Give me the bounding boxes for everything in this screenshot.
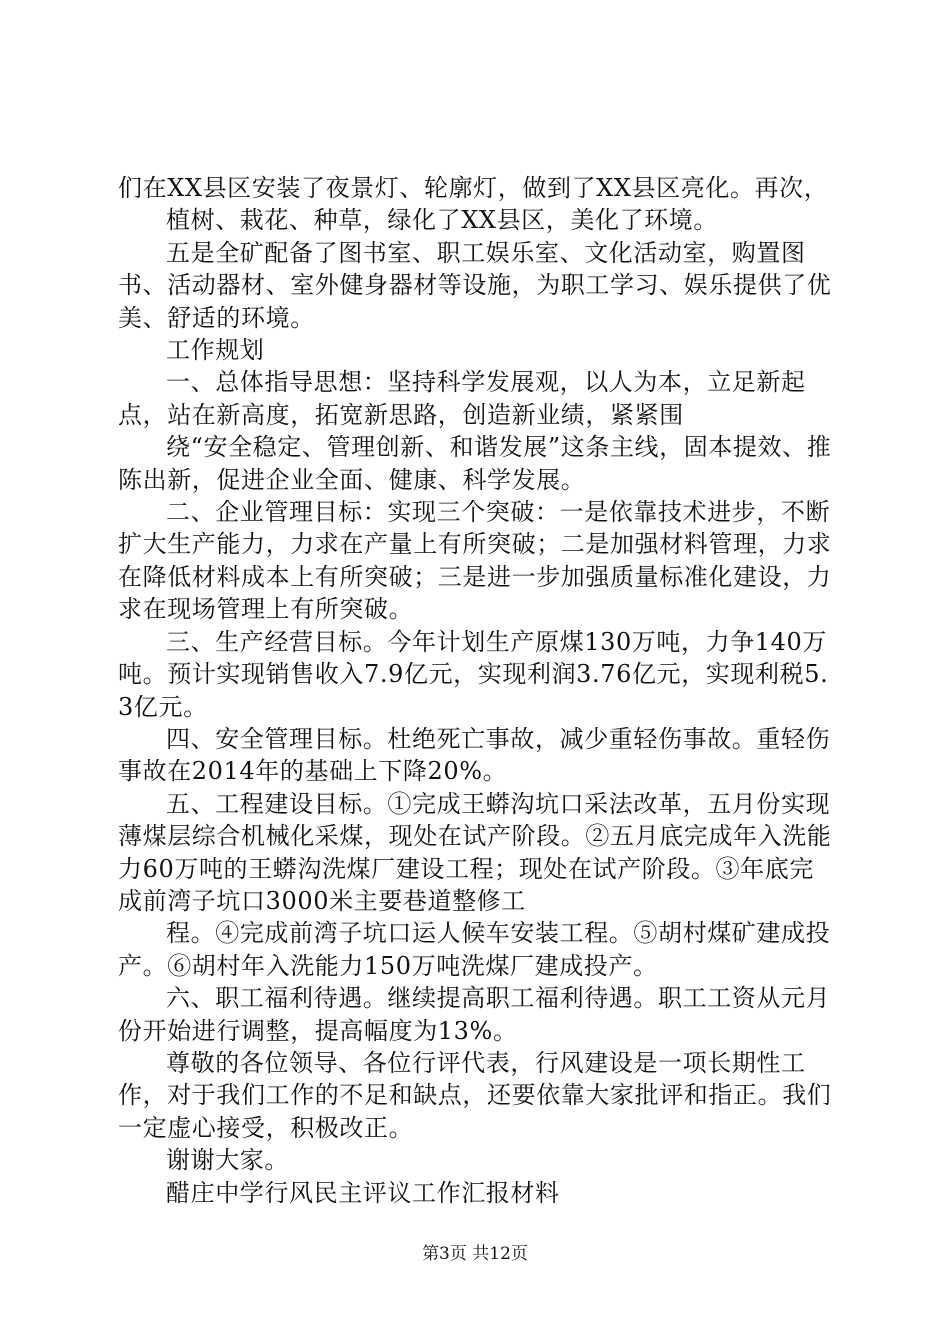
paragraph: 六、职工福利待遇。继续提高职工福利待遇。职工工资从元月份开始进行调整，提高幅度为13%。 (118, 984, 831, 1045)
paragraph: 谢谢大家。 (166, 1146, 289, 1175)
paragraph-continuation: 们在XX县区安装了夜景灯、轮廓灯，做到了XX县区亮化。再次， (118, 174, 829, 202)
paragraph: 一、总体指导思想：坚持科学发展观，以人为本，立足新起点，站在新高度，拓宽新思路，创造新业绩，紧紧围 (118, 368, 806, 429)
paragraph: 植树、栽花、种草，绿化了XX县区，美化了环境。 (166, 206, 718, 235)
paragraph: 三、生产经营目标。今年计划生产原煤130万吨，力争140万吨。预计实现销售收入7.9亿元，实现利润3.76亿元，实现利税5.3亿元。 (118, 627, 829, 721)
section-heading: 工作规划 (166, 336, 265, 365)
page-number-footer: 第3页 共12页 (422, 1244, 528, 1264)
paragraph: 四、安全管理目标。杜绝死亡事故，减少重轻伤事故。重轻伤事故在2014年的基础上下降20%。 (118, 724, 831, 786)
paragraph: 醋庄中学行风民主评议工作汇报材料 (166, 1178, 560, 1207)
paragraph: 五、工程建设目标。①完成王蟒沟坑口采法改革，五月份实现薄煤层综合机械化采煤，现处在试产阶段。②五月底完成年入洗能力60万吨的王蟒沟洗煤厂建设工程；现处在试产阶段。③年底完成前湾子坑口3000米主要巷道整修工 (118, 789, 832, 915)
paragraph: 程。④完成前湾子坑口运人候车安装工程。⑤胡村煤矿建成投产。⑥胡村年入洗能力150万吨洗煤厂建成投产。 (118, 919, 831, 980)
paragraph: 二、企业管理目标：实现三个突破：一是依靠技术进步，不断扩大生产能力，力求在产量上有所突破；二是加强材料管理，力求在降低材料成本上有所突破；三是进一步加强质量标准化建设，力求在现场管理上有所突破。 (118, 498, 832, 624)
document-body (118, 172, 838, 1209)
paragraph: 绕“安全稳定、管理创新、和谐发展”这条主线，固本提效、推陈出新，促进企业全面、健康、科学发展。 (118, 433, 832, 494)
paragraph: 五是全矿配备了图书室、职工娱乐室、文化活动室，购置图书、活动器材、室外健身器材等设施，为职工学习、娱乐提供了优美、舒适的环境。 (118, 238, 832, 332)
paragraph: 尊敬的各位领导、各位行评代表，行风建设是一项长期性工作，对于我们工作的不足和缺点，还要依靠大家批评和指正。我们一定虚心接受，积极改正。 (118, 1048, 832, 1142)
